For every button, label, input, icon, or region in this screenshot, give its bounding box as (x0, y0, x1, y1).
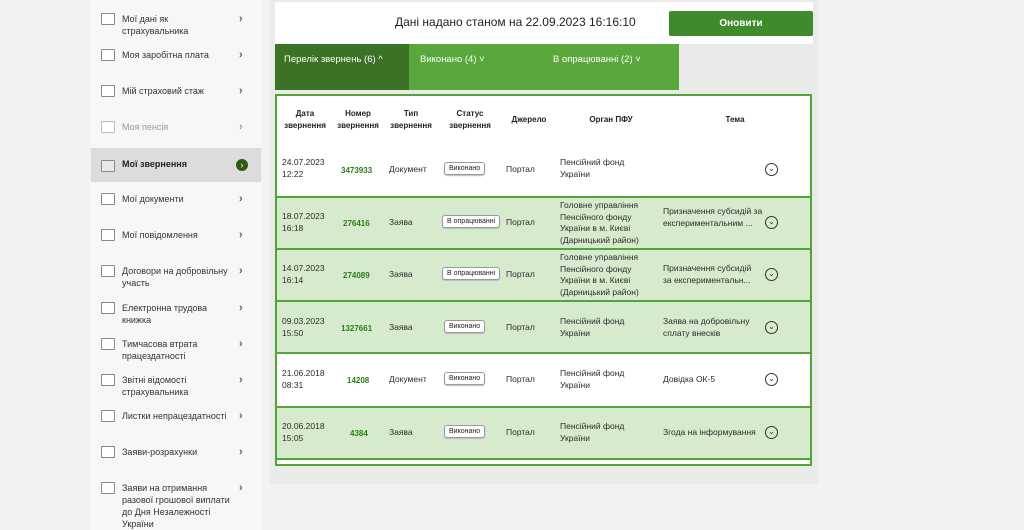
column-number: Номер звернення (337, 109, 379, 130)
cell-date: 24.07.2023 12:22 (282, 157, 325, 179)
chevron-right-icon: › (239, 446, 243, 458)
cell-organ: Пенсійний фонд України (560, 368, 625, 390)
table-row[interactable] (277, 408, 810, 460)
chevron-right-icon: › (239, 302, 243, 314)
cell-organ: Пенсійний фонд України (560, 316, 625, 338)
expand-toggle-icon[interactable]: ⌄ (765, 268, 778, 281)
envelope-icon (101, 229, 115, 241)
status-badge: В опрацюванні (442, 215, 500, 228)
chevron-right-icon: › (239, 374, 243, 386)
cell-number: 14208 (347, 376, 370, 385)
cell-source: Портал (506, 269, 535, 279)
chevron-right-icon: › (239, 229, 243, 241)
chevron-right-icon: › (236, 159, 248, 171)
cell-type: Заява (389, 322, 413, 332)
column-type: Тип звернення (390, 109, 432, 130)
table-row[interactable] (277, 198, 810, 250)
cell-source: Портал (506, 164, 535, 174)
expand-toggle-icon[interactable]: ⌄ (765, 426, 778, 439)
document-icon (101, 338, 115, 350)
wallet-icon (101, 49, 115, 61)
sidebar-item-label: Заяви на отримання разової грошової виплати до Дня Незалежності України (122, 483, 230, 529)
sidebar-item-label: Мій страховий стаж (122, 86, 204, 96)
sidebar-item-independence-payment[interactable] (91, 482, 261, 529)
envelope-icon (101, 265, 115, 277)
expand-toggle-icon[interactable]: ⌄ (765, 373, 778, 386)
tab-active-background (275, 44, 409, 90)
sidebar-item-label: Моя пенсія (122, 122, 169, 132)
sidebar-item-label: Моя заробітна плата (122, 50, 209, 60)
chevron-right-icon: › (239, 85, 243, 97)
chevron-right-icon: › (239, 121, 243, 133)
table-row[interactable] (277, 144, 810, 198)
cell-date: 21.06.2018 08:31 (282, 368, 325, 390)
sidebar (91, 0, 261, 530)
chevron-right-icon: › (239, 410, 243, 422)
cell-source: Портал (506, 374, 535, 384)
status-badge: Виконано (444, 162, 485, 175)
status-bar (275, 2, 813, 44)
cell-organ: Головне управління Пенсійного фонду України в м. Києві (Дарницький район) (560, 252, 639, 297)
cell-topic: Призначення субсидій за експериментальн... (663, 263, 752, 285)
sidebar-item-documents[interactable] (91, 193, 261, 213)
column-organ: Орган ПФУ (589, 115, 633, 124)
chevron-right-icon: › (239, 338, 243, 350)
column-date: Дата звернення (284, 109, 326, 130)
cell-number: 274089 (343, 271, 370, 280)
sidebar-item-label: Мої повідомлення (122, 230, 198, 240)
folder-icon (101, 121, 115, 133)
chevron-right-icon: › (239, 265, 243, 277)
sidebar-item-work-book[interactable] (91, 302, 261, 325)
cell-organ: Головне управління Пенсійного фонду України в м. Києві (Дарницький район) (560, 200, 639, 245)
chevron-right-icon: › (239, 193, 243, 205)
sidebar-item-experience[interactable] (91, 85, 261, 105)
sidebar-item-sick-leaves[interactable] (91, 410, 261, 436)
cell-date: 18.07.2023 16:18 (282, 211, 325, 233)
expand-toggle-icon[interactable]: ⌄ (765, 321, 778, 334)
sidebar-item-disability[interactable] (91, 338, 261, 364)
cell-type: Заява (389, 217, 413, 227)
cell-topic: Призначення субсидій за експериментальним ... (663, 206, 763, 228)
table-row[interactable] (277, 302, 810, 354)
tab-bar (275, 44, 679, 90)
sidebar-item-label: Тимчасова втрата працездатності (122, 339, 198, 361)
sidebar-item-label: Електронна трудова книжка (122, 303, 208, 325)
envelope-icon (101, 160, 115, 172)
cell-number: 276416 (343, 219, 370, 228)
sidebar-item-label: Договори на добровільну участь (122, 266, 228, 288)
sidebar-item-messages[interactable] (91, 229, 261, 249)
cell-type: Заява (389, 427, 413, 437)
book-icon (101, 302, 115, 314)
cell-number: 3473933 (341, 166, 373, 175)
cell-date: 20.06.2018 15:05 (282, 421, 325, 443)
cell-number: 4384 (350, 429, 368, 438)
cell-source: Портал (506, 217, 535, 227)
column-source: Джерело (511, 115, 547, 124)
sidebar-item-label: Мої звернення (122, 159, 187, 169)
sidebar-item-insurer-data[interactable] (91, 13, 261, 36)
sidebar-item-label: Мої документи (122, 194, 184, 204)
refresh-button[interactable]: Оновити (669, 11, 813, 36)
status-badge: В опрацюванні (442, 267, 500, 280)
sidebar-item-appeals[interactable] (91, 148, 261, 182)
sidebar-item-label: Заяви-розрахунки (122, 447, 198, 457)
document-icon (101, 410, 115, 422)
cell-type: Заява (389, 269, 413, 279)
tab-in-progress[interactable]: В опрацюванні (2) ˅ (553, 54, 641, 65)
cell-topic: Довідка ОК-5 (663, 374, 716, 384)
cell-organ: Пенсійний фонд України (560, 157, 625, 179)
cell-organ: Пенсійний фонд України (560, 421, 625, 443)
cell-date: 14.07.2023 16:14 (282, 263, 325, 285)
cell-number: 1327661 (341, 324, 373, 333)
appeals-table (275, 94, 812, 466)
chevron-right-icon: › (239, 13, 243, 25)
table-row[interactable] (277, 250, 810, 302)
cell-type: Документ (389, 374, 427, 384)
sidebar-item-label: Листки непрацездатності (122, 411, 227, 421)
cell-source: Портал (506, 427, 535, 437)
expand-toggle-icon[interactable]: ⌄ (765, 163, 778, 176)
calendar-icon (101, 85, 115, 97)
status-badge: Виконано (444, 372, 485, 385)
cell-topic: Згода на інформування (663, 427, 756, 437)
sidebar-item-salary[interactable] (91, 49, 261, 69)
sidebar-item-calculations[interactable] (91, 446, 261, 466)
table-row[interactable] (277, 354, 810, 408)
status-badge: Виконано (444, 320, 485, 333)
chevron-right-icon: › (239, 49, 243, 61)
column-topic: Тема (725, 115, 745, 124)
sidebar-item-pension[interactable] (91, 121, 261, 141)
document-icon (101, 482, 115, 494)
cell-date: 09.03.2023 15:50 (282, 316, 325, 338)
tab-completed[interactable]: Виконано (4) ˅ (420, 54, 485, 65)
chevron-right-icon: › (239, 482, 243, 494)
status-badge: Виконано (444, 425, 485, 438)
sidebar-item-label: Звітні відомості страхувальника (122, 375, 189, 397)
report-icon (101, 374, 115, 386)
cell-topic: Заява на добровільну сплату внесків (663, 316, 750, 338)
cell-type: Документ (389, 164, 427, 174)
expand-toggle-icon[interactable]: ⌄ (765, 216, 778, 229)
sidebar-item-voluntary-contracts[interactable] (91, 265, 261, 291)
sidebar-item-label: Мої дані як страхувальника (122, 14, 189, 36)
document-icon (101, 446, 115, 458)
document-icon (101, 13, 115, 25)
data-timestamp: Дані надано станом на 22.09.2023 16:16:10 (395, 15, 636, 29)
document-icon (101, 193, 115, 205)
table-header (277, 96, 810, 145)
cell-source: Портал (506, 322, 535, 332)
sidebar-item-reports[interactable] (91, 374, 261, 400)
column-status: Статус звернення (449, 109, 491, 130)
tab-all-appeals[interactable]: Перелік звернень (6) ^ (284, 54, 383, 65)
